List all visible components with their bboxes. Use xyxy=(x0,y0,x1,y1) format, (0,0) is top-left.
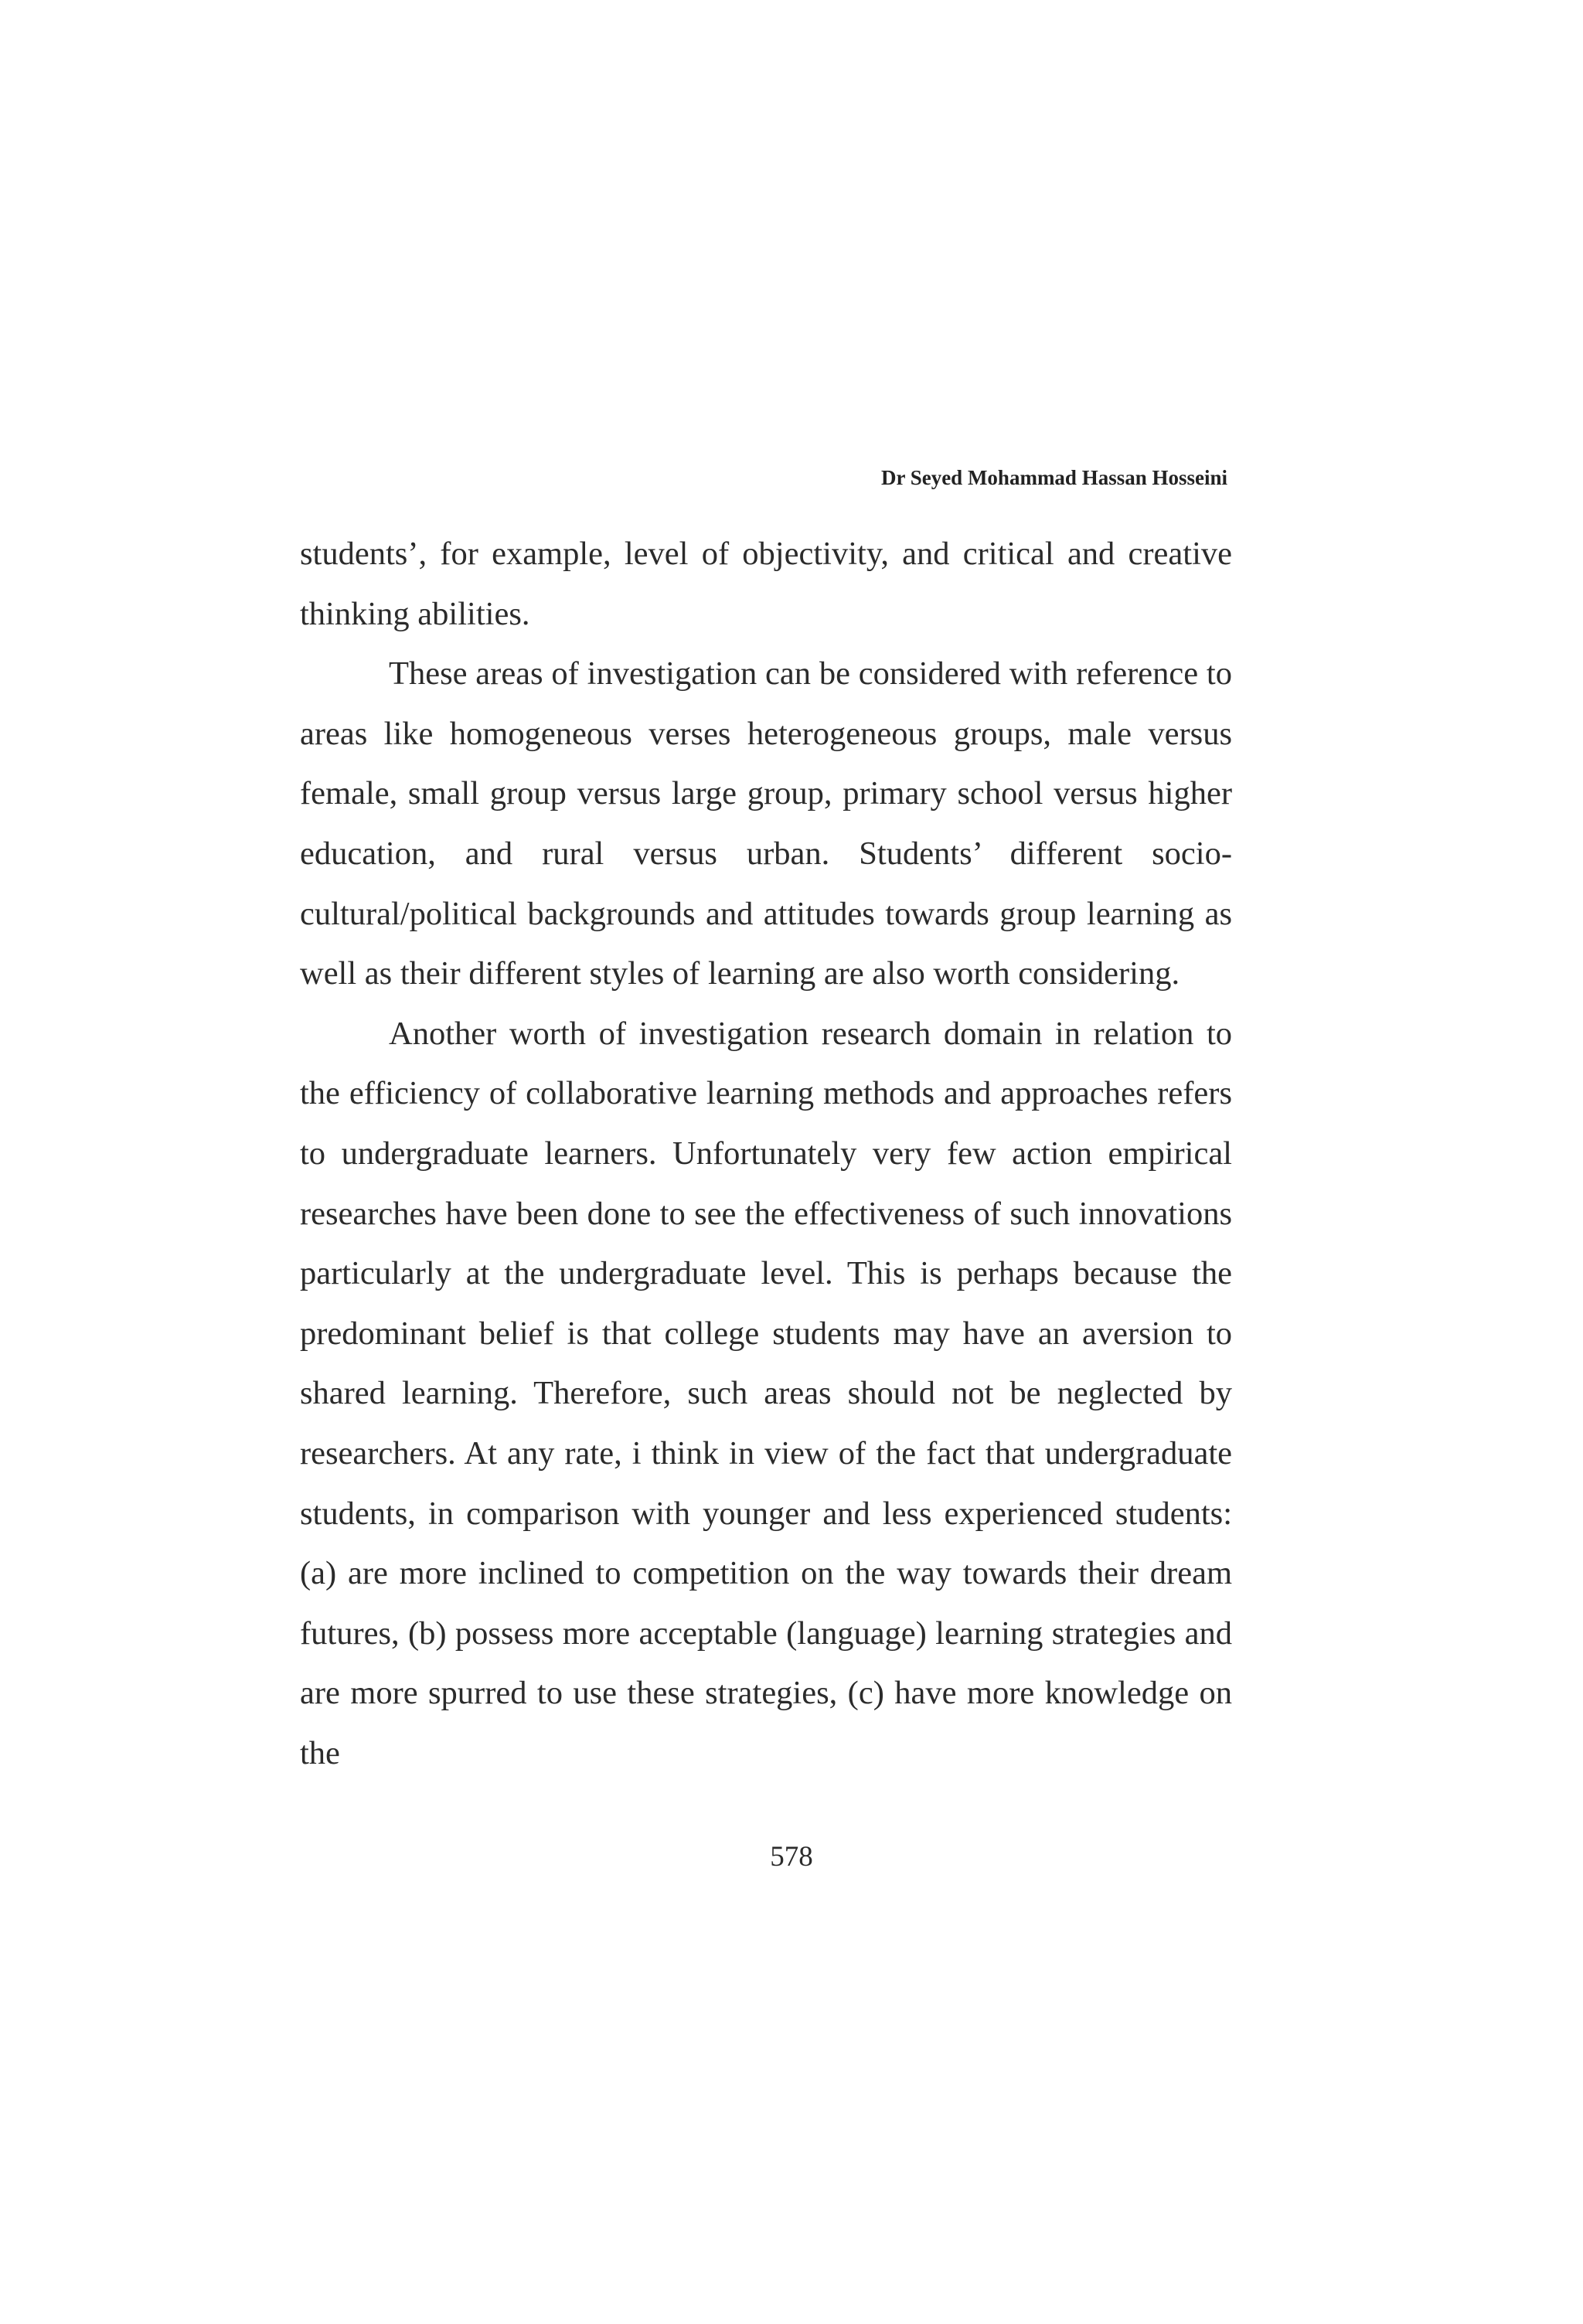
running-header-author: Dr Seyed Mohammad Hassan Hosseini xyxy=(880,466,1227,489)
paragraph-continuation: students’, for example, level of objectivity, and critical and creative thinking abilities. xyxy=(300,536,1232,632)
paragraph-undergraduate-learners: Another worth of investigation research domain in relation to the efficiency of collaborative learning methods and approaches refers to undergraduate learners. Unfortunately very few action empirical researches have been done to see the effectiveness of such innovations particularly at the undergraduate level. This is perhaps because the predominant belief is that college students may have an aversion to shared learning. Therefore, such areas should not be neglected by researchers. At any rate, i think in view of the fact that undergraduate students, in comparison with younger and less experienced students: (a) are more inclined to competition on the way towards their dream futures, (b) possess more acceptable (language) learning strategies and are more spurred to use these strategies, (c) have more knowledge on the xyxy=(300,1015,1232,1771)
body-text xyxy=(300,524,1232,1783)
page-number: 578 xyxy=(770,1841,813,1873)
paragraph-areas-of-investigation: These areas of investigation can be considered with reference to areas like homogeneous verses heterogeneous groups, male versus female, small group versus large group, primary school versus higher education, and rural versus urban. Students’ different socio-cultural/political backgrounds and attitudes towards group learning as well as their different styles of learning are also worth considering. xyxy=(300,655,1232,992)
